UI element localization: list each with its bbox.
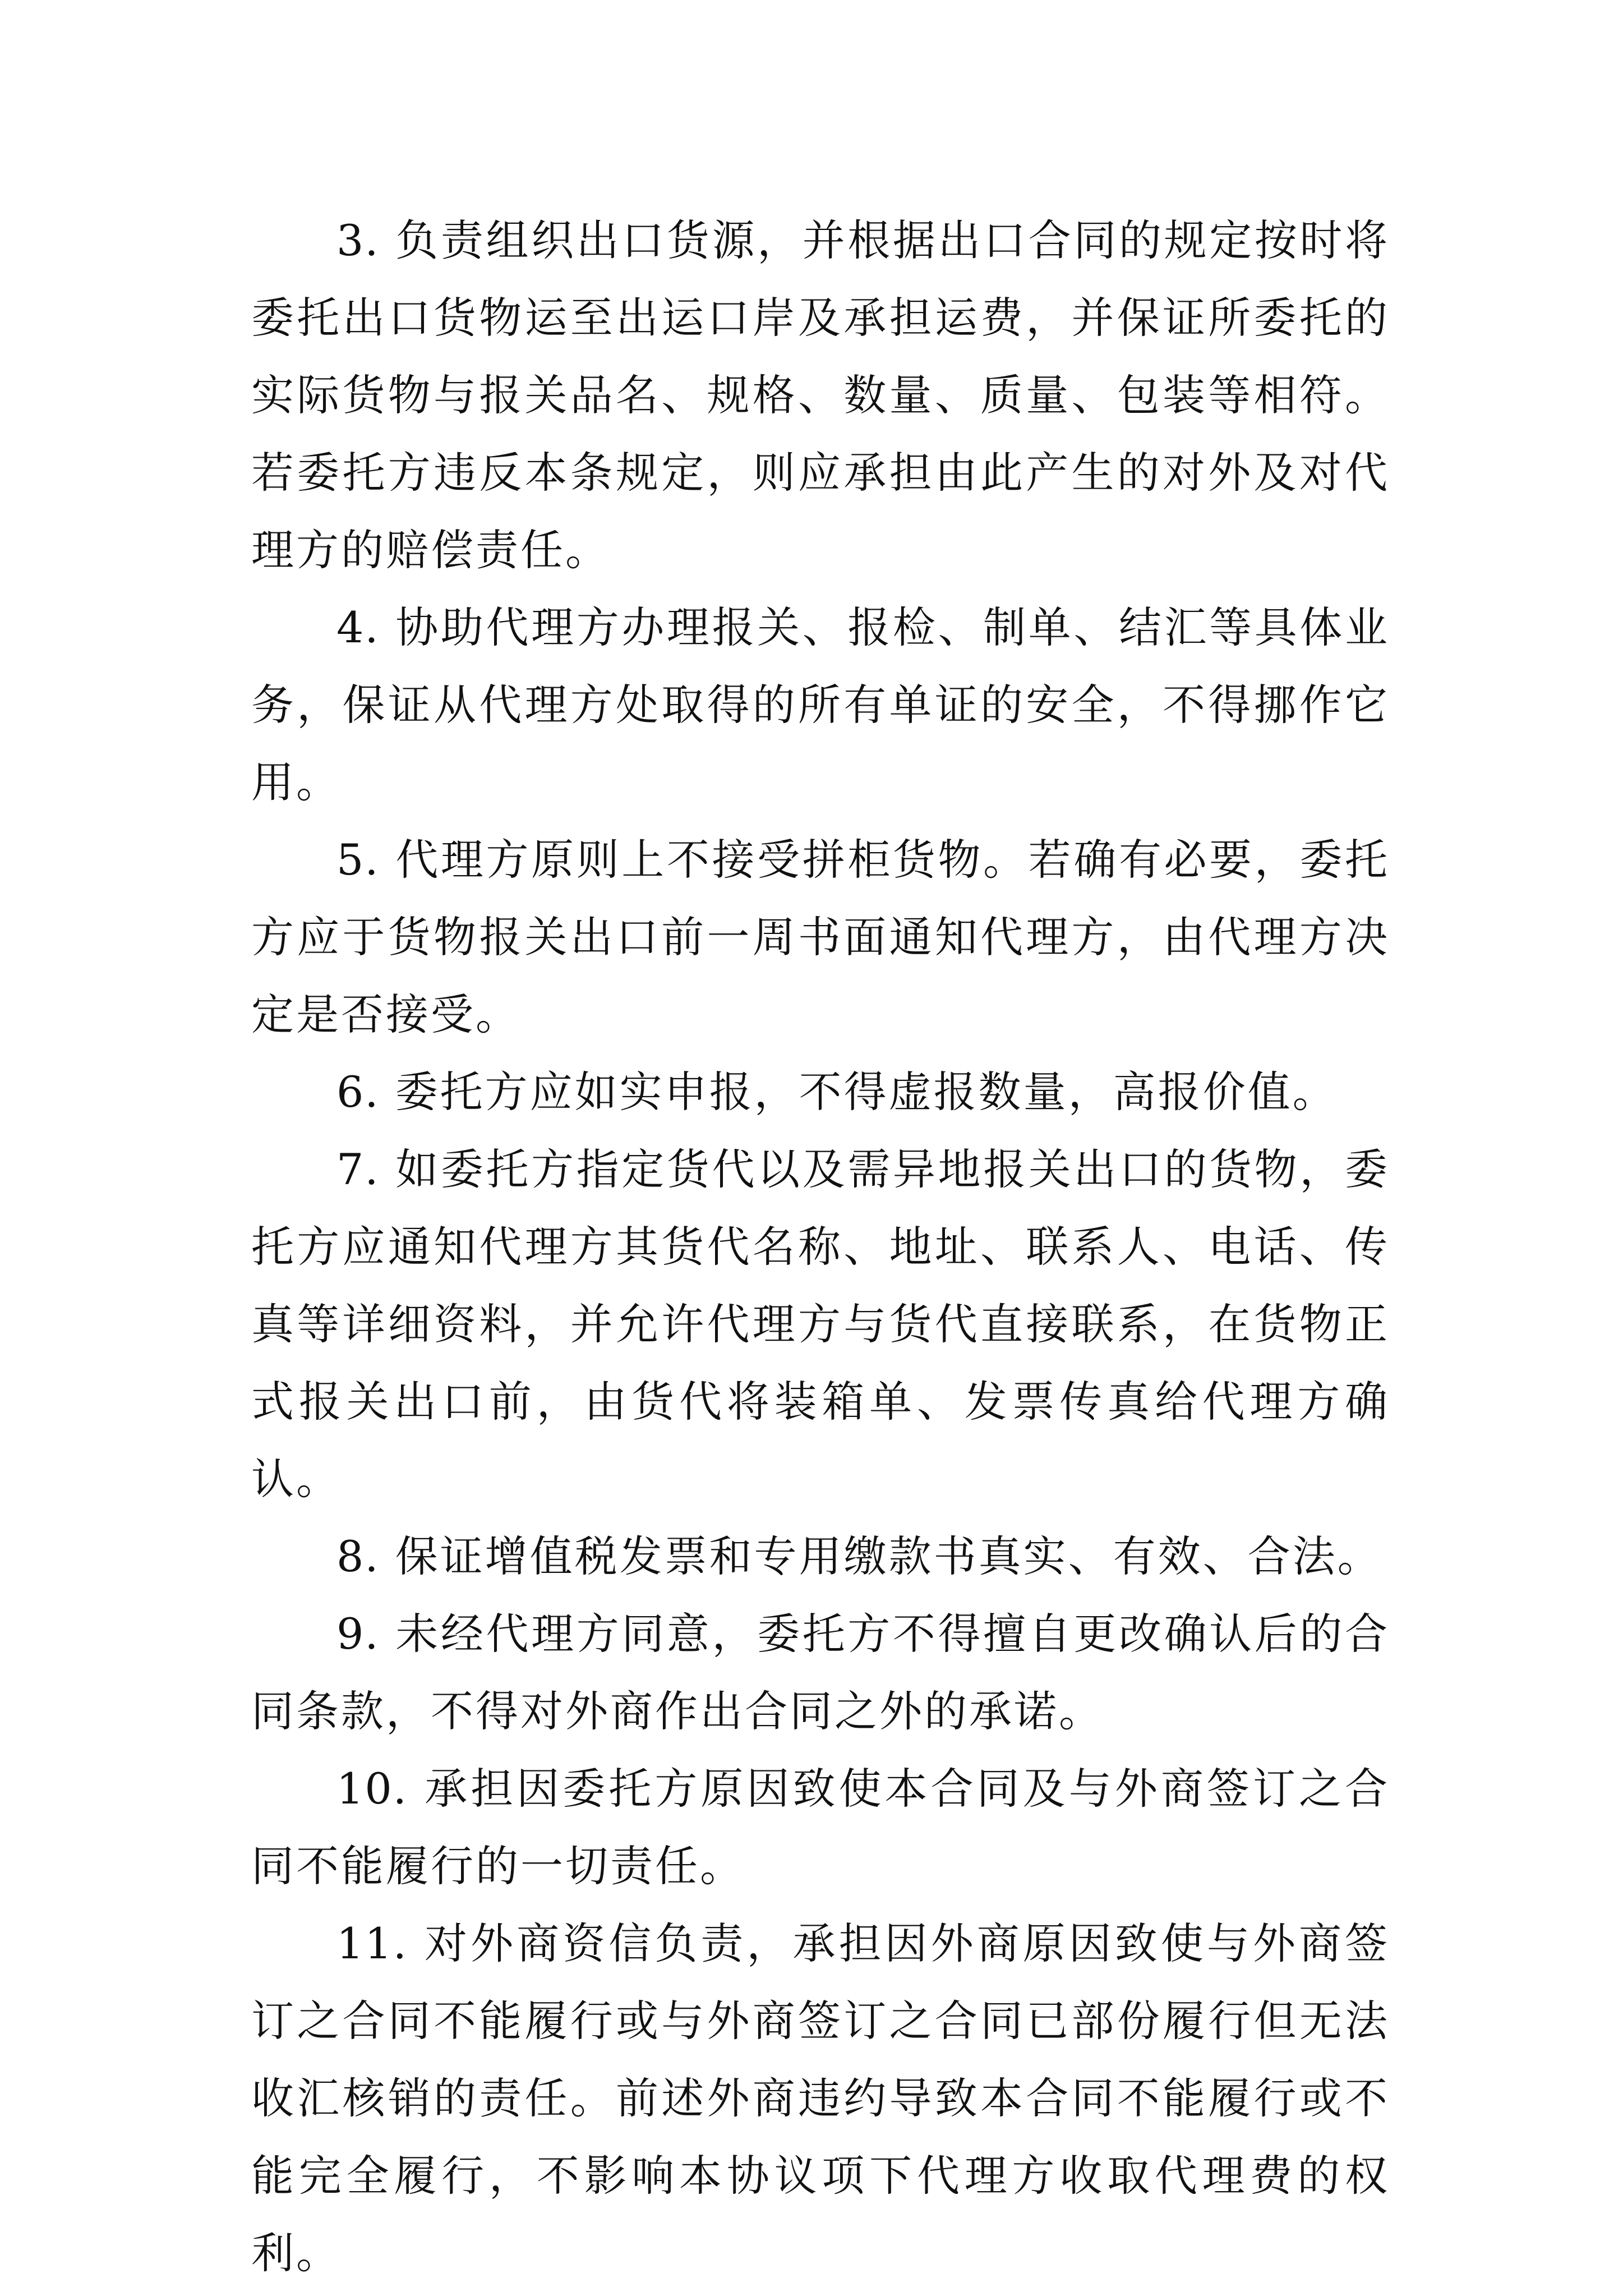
clause-list — [251, 202, 1390, 2292]
clause-number: 10. — [336, 1764, 408, 1814]
clause-11 — [251, 1905, 1390, 2292]
clause-text: 协助代理方办理报关、报检、制单、结汇等具体业务，保证从代理方处取得的所有单证的安全，不得挪作它用。 — [251, 602, 1390, 807]
clause-number: 3. — [336, 215, 380, 265]
clause-text: 对外商资信负责，承担因外商原因致使与外商签订之合同不能履行或与外商签订之合同已部份履行但无法收汇核销的责任。前述外商违约导致本合同不能履行或不能完全履行，不影响本协议项下代理方收取代理费的权利。 — [251, 1918, 1390, 2278]
clause-number: 11. — [336, 1918, 408, 1968]
clause-4 — [251, 589, 1390, 821]
clause-10 — [251, 1750, 1390, 1905]
clause-text: 代理方原则上不接受拼柜货物。若确有必要，委托方应于货物报关出口前一周书面通知代理方，由代理方决定是否接受。 — [251, 835, 1390, 1039]
clause-9 — [251, 1595, 1390, 1750]
clause-5 — [251, 821, 1390, 1053]
clause-number: 4. — [336, 602, 380, 652]
clause-3 — [251, 202, 1390, 589]
clause-text: 保证增值税发票和专用缴款书真实、有效、合法。 — [395, 1531, 1382, 1581]
clause-6 — [251, 1053, 1390, 1131]
clause-text: 负责组织出口货源，并根据出口合同的规定按时将委托出口货物运至出运口岸及承担运费，并保证所委托的实际货物与报关品名、规格、数量、质量、包装等相符。若委托方违反本条规定，则应承担由此产生的对外及对代理方的赔偿责任。 — [251, 215, 1390, 575]
clause-text: 未经代理方同意，委托方不得擅自更改确认后的合同条款，不得对外商作出合同之外的承诺。 — [251, 1609, 1390, 1736]
clause-number: 9. — [336, 1609, 380, 1659]
clause-7 — [251, 1131, 1390, 1518]
clause-number: 7. — [336, 1144, 380, 1194]
clause-text: 承担因委托方原因致使本合同及与外商签订之合同不能履行的一切责任。 — [251, 1764, 1390, 1891]
clause-number: 8. — [336, 1531, 380, 1581]
clause-number: 6. — [336, 1067, 380, 1117]
clause-8 — [251, 1518, 1390, 1595]
clause-text: 委托方应如实申报，不得虚报数量，高报价值。 — [395, 1067, 1338, 1117]
clause-text: 如委托方指定货代以及需异地报关出口的货物，委托方应通知代理方其货代名称、地址、联系人、电话、传真等详细资料，并允许代理方与货代直接联系，在货物正式报关出口前，由货代将装箱单、发票传真给代理方确认。 — [251, 1144, 1390, 1504]
clause-number: 5. — [336, 835, 380, 885]
